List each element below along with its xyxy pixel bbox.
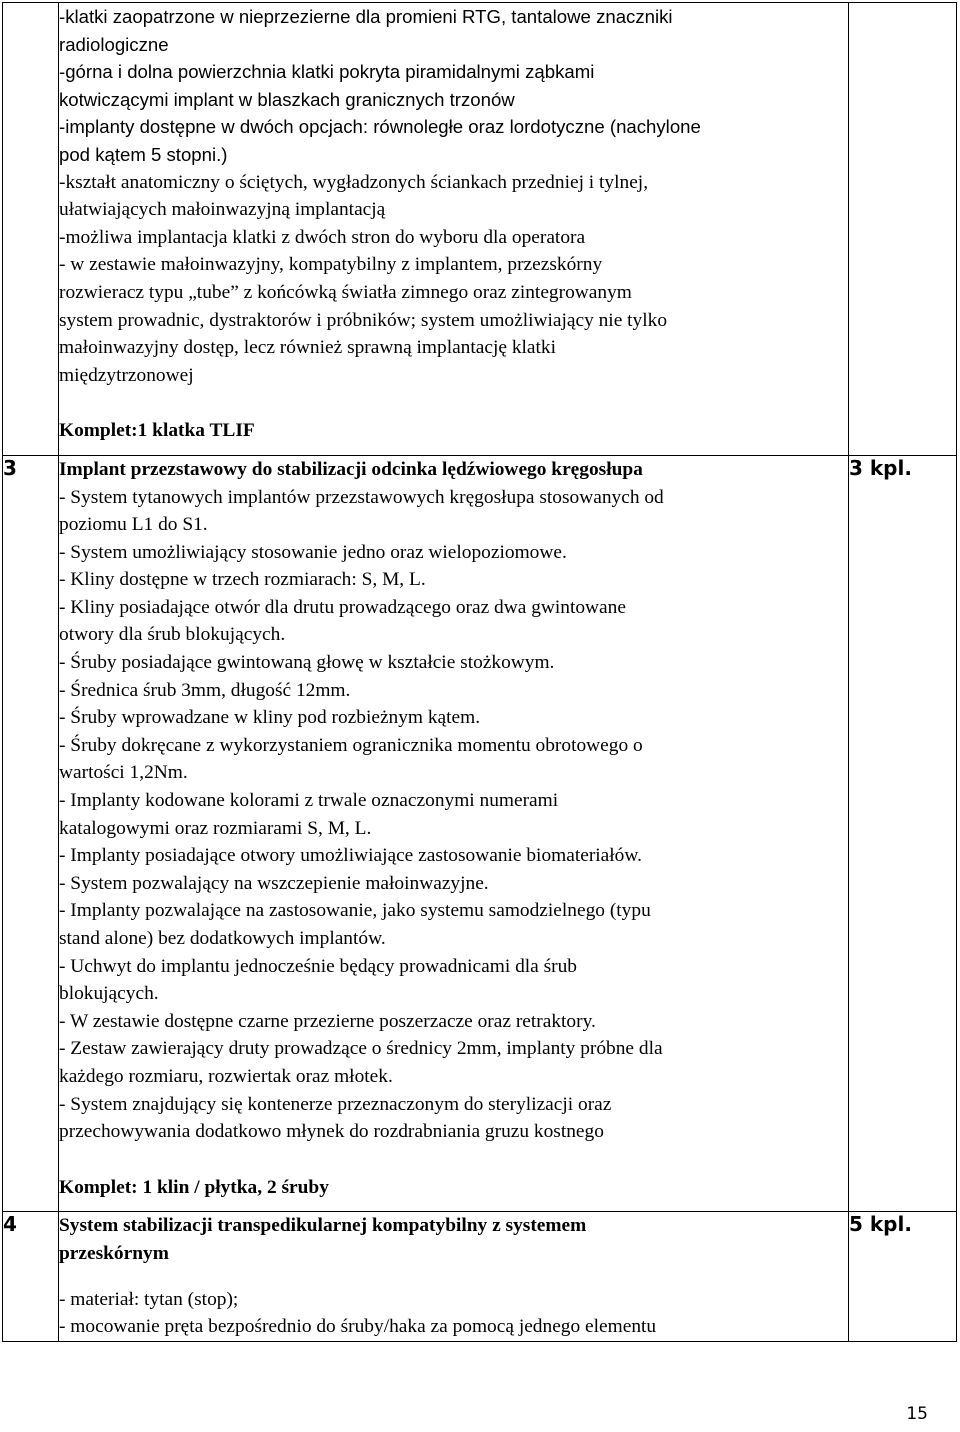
item-quantity-cell [849, 455, 957, 1211]
item-number: 3 [3, 455, 17, 480]
kit-contents: Komplet: 1 klin / płytka, 2 śruby [59, 1176, 329, 1198]
spec-line: międzytrzonowej [59, 364, 194, 386]
spec-line: - Kliny dostępne w trzech rozmiarach: S, M, L. [59, 569, 426, 591]
spec-line: system prowadnic, dystraktorów i próbników; system umożliwiający nie tylko [59, 309, 668, 331]
spec-line: małoinwazyjny dostęp, lecz również sprawną implantację klatki [59, 337, 556, 359]
table-row-item-4 [3, 1212, 957, 1341]
spec-line: - System pozwalający na wszczepienie małoinwazyjne. [59, 872, 489, 894]
spec-line: -implanty dostępne w dwóch opcjach: równoległe oraz lordotyczne (nachylone [59, 116, 701, 138]
spec-line: -możliwa implantacja klatki z dwóch stron do wyboru dla operatora [59, 226, 586, 248]
spec-line: - System tytanowych implantów przezstawowych kręgosłupa stosowanych od [59, 486, 664, 508]
spec-line: - Kliny posiadające otwór dla drutu prowadzącego oraz dwa gwintowane [59, 596, 626, 618]
spec-line: - Implanty kodowane kolorami z trwale oznaczonymi numerami [59, 790, 559, 812]
spec-line: stand alone) bez dodatkowych implantów. [59, 928, 386, 949]
spec-line: katalogowymi oraz rozmiarami S, M, L. [59, 817, 372, 839]
spec-line: kotwiczącymi implant w blaszkach granicznych trzonów [59, 88, 515, 110]
spec-line: - mocowanie pręta bezpośrednio do śruby/haka za pomocą jednego elementu [59, 1316, 657, 1338]
spec-line: - System umożliwiający stosowanie jedno oraz wielopoziomowe. [59, 541, 567, 563]
item-title: Implant przezstawowy do stabilizacji odcinka lędźwiowego kręgosłupa [59, 458, 643, 480]
item-quantity-cell [849, 3, 957, 456]
item-number-cell [3, 455, 59, 1211]
spec-line: -kształt anatomiczny o ściętych, wygładzonych ściankach przedniej i tylnej, [59, 171, 649, 193]
item-description-cell [59, 3, 849, 456]
spec-line: - Średnica śrub 3mm, długość 12mm. [59, 679, 351, 701]
table-row-item-3 [3, 455, 957, 1211]
spec-line: - System znajdujący się kontenerze przeznaczonym do sterylizacji oraz [59, 1093, 612, 1115]
spec-line: przechowywania dodatkowo młynek do rozdrabniania gruzu kostnego [59, 1121, 604, 1143]
table-row-item-2-continued [3, 3, 957, 456]
item-quantity: 3 kpl. [849, 455, 912, 480]
spec-line: - materiał: tytan (stop); [59, 1288, 239, 1310]
spec-line: - Zestaw zawierający druty prowadzące o średnicy 2mm, implanty próbne dla [59, 1038, 663, 1060]
item-number: 4 [3, 1212, 17, 1237]
item-quantity-cell [849, 1212, 957, 1341]
spec-line: - Uchwyt do implantu jednocześnie będący prowadnicami dla śrub [59, 955, 577, 977]
spec-line: - W zestawie dostępne czarne przezierne poszerzacze oraz retraktory. [59, 1010, 596, 1032]
spec-line: -klatki zaopatrzone w nieprzezierne dla promieni RTG, tantalowe znaczniki [59, 6, 673, 27]
spec-line: każdego rozmiaru, rozwiertak oraz młotek. [59, 1065, 393, 1087]
specification-table [2, 2, 957, 1342]
item-title: przeskórnym [59, 1242, 169, 1264]
spec-line: rozwieracz typu „tube” z końcówką światła zimnego oraz zintegrowanym [59, 281, 632, 303]
item-description-cell [59, 455, 849, 1211]
spec-line: -górna i dolna powierzchnia klatki pokryta piramidalnymi ząbkami [59, 61, 595, 83]
item-title: System stabilizacji transpedikularnej kompatybilny z systemem [59, 1215, 587, 1237]
kit-contents: Komplet:1 klatka TLIF [59, 420, 255, 442]
item-quantity: 5 kpl. [849, 1212, 912, 1237]
spec-line: otwory dla śrub blokujących. [59, 624, 286, 646]
page-number: 15 [906, 1404, 928, 1424]
spec-line: - w zestawie małoinwazyjny, kompatybilny z implantem, przezskórny [59, 254, 603, 276]
item-description-cell [59, 1212, 849, 1341]
spec-line: - Śruby posiadające gwintowaną głowę w kształcie stożkowym. [59, 652, 555, 674]
spec-line: - Implanty posiadające otwory umożliwiające zastosowanie biomateriałów. [59, 845, 642, 867]
spec-line: blokujących. [59, 983, 159, 1005]
spec-line: poziomu L1 do S1. [59, 514, 208, 536]
spec-line: radiologiczne [59, 33, 169, 55]
spec-line: - Śruby dokręcane z wykorzystaniem ogranicznika momentu obrotowego o [59, 734, 643, 756]
spec-line: ułatwiających małoinwazyjną implantacją [59, 199, 386, 221]
spec-line: - Śruby wprowadzane w kliny pod rozbieżnym kątem. [59, 707, 481, 729]
item-number-cell [3, 3, 59, 456]
item-number-cell [3, 1212, 59, 1341]
spec-line: wartości 1,2Nm. [59, 762, 188, 784]
spec-line: - Implanty pozwalające na zastosowanie, jako systemu samodzielnego (typu [59, 900, 651, 922]
spec-line: pod kątem 5 stopni.) [59, 143, 228, 165]
